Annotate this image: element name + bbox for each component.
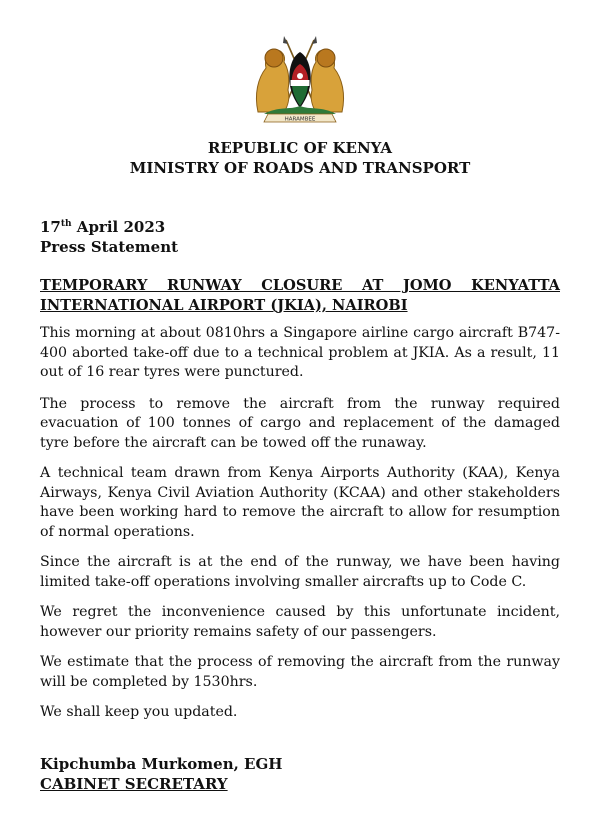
signatory-name: Kipchumba Murkomen, EGH — [40, 755, 283, 773]
crest-motto: HARAMBEE — [284, 116, 316, 123]
date-month-year: April 2023 — [71, 218, 166, 236]
letterhead — [0, 138, 600, 178]
kenya-coat-of-arms-icon — [244, 34, 356, 124]
statement-meta — [40, 217, 178, 257]
paragraph: We estimate that the process of removing the aircraft from the runway will be completed by 1530hrs. — [40, 654, 560, 690]
coat-of-arms-graphic — [244, 34, 356, 124]
paragraph: We shall keep you updated. — [40, 704, 238, 720]
paragraph: This morning at about 0810hrs a Singapore airline cargo aircraft B747-400 aborted take-off due to a technical problem at JKIA. As a result, 11 out of 16 rear tyres were punctured. — [40, 325, 560, 380]
statement-title — [40, 276, 560, 316]
letterhead-country: REPUBLIC OF KENYA — [207, 139, 393, 157]
signatory-role: CABINET SECRETARY — [40, 775, 228, 793]
date-suffix: th — [60, 219, 72, 229]
paragraph: Since the aircraft is at the end of the runway, we have been having limited take-off operations involving smaller aircrafts up to Code C. — [40, 554, 560, 590]
letterhead-ministry: MINISTRY OF ROADS AND TRANSPORT — [129, 159, 471, 177]
paragraph: We regret the inconvenience caused by this unfortunate incident, however our priority remains safety of our passengers. — [40, 604, 560, 640]
signature-block — [40, 754, 282, 794]
date-day: 17 — [40, 218, 61, 236]
statement-date — [40, 217, 178, 237]
title-line-2: INTERNATIONAL AIRPORT (JKIA), NAIROBI — [40, 297, 408, 314]
paragraph: A technical team drawn from Kenya Airports Authority (KAA), Kenya Airways, Kenya Civil Aviation Authority (KCAA) and other stakeholders have been working hard to remove the aircraft to allow for resumption of normal operations. — [40, 465, 560, 540]
statement-body — [40, 324, 560, 734]
paragraph: The process to remove the aircraft from the runway required evacuation of 100 tonnes of cargo and replacement of the damaged tyre before the aircraft can be towed off the runaway. — [40, 395, 560, 451]
title-line-1: TEMPORARY RUNWAY CLOSURE AT JOMO KENYATTA — [40, 277, 560, 294]
statement-type: Press Statement — [40, 238, 179, 256]
